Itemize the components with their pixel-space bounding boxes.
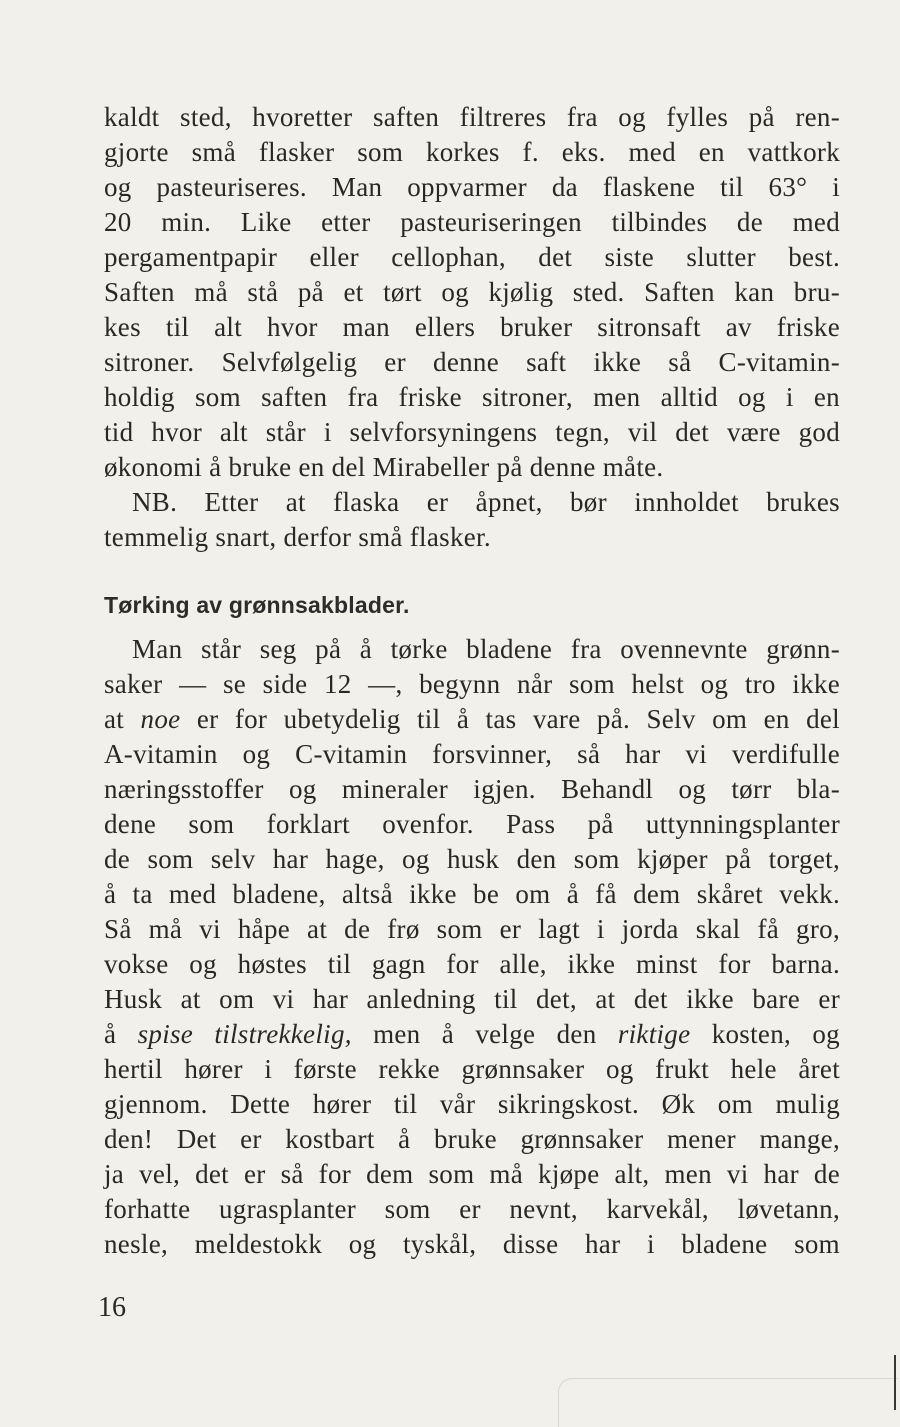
text-line: tid hvor alt står i selvforsyningens tegn, vil det være god: [104, 417, 840, 447]
text-line: holdig som saften fra friske sitroner, men alltid og i en: [104, 382, 840, 412]
text-line: NB. Etter at flaska er åpnet, bør innholdet brukes: [132, 487, 840, 517]
text-line: saker — se side 12 —, begynn når som helst og tro ikke: [104, 669, 840, 699]
text-line: gjorte små flasker som korkes f. eks. med en vattkork: [104, 137, 840, 167]
text-line: Saften må stå på et tørt og kjølig sted. Saften kan bru-: [104, 277, 840, 307]
text-line: [104, 1017, 840, 1052]
text-line: å ta med bladene, altså ikke be om å få dem skåret vekk.: [104, 879, 840, 909]
text-span: er for ubetydelig til å tas vare på. Selv om en del: [196, 704, 840, 734]
italic-text: noe: [140, 704, 181, 734]
paragraph-lemon-juice: [104, 100, 840, 555]
text-span: å: [104, 1019, 117, 1049]
text-line: dene som forklart ovenfor. Pass på uttynningsplanter: [104, 809, 840, 839]
text-line: sitroner. Selvfølgelig er denne saft ikke så C-vitamin-: [104, 347, 840, 377]
text-span: men å velge den: [373, 1019, 597, 1049]
text-line: økonomi å bruke en del Mirabeller på denne måte.: [104, 452, 664, 482]
text-line: nesle, meldestokk og tyskål, disse har i bladene som: [104, 1229, 840, 1259]
page-edge-mark: [894, 1355, 896, 1410]
text-line: A-vitamin og C-vitamin forsvinner, så har vi verdifulle: [104, 739, 840, 769]
text-line: kes til alt hvor man ellers bruker sitronsaft av friske: [104, 312, 840, 342]
text-line: 20 min. Like etter pasteuriseringen tilbindes de med: [104, 207, 840, 237]
page-number: 16: [98, 1292, 126, 1323]
text-line: ja vel, det er så for dem som må kjøpe alt, men vi har de: [104, 1159, 840, 1189]
text-line: Husk at om vi har anledning til det, at det ikke bare er: [104, 984, 840, 1014]
text-line: [104, 702, 840, 737]
section-heading: Tørking av grønnsakblader.: [104, 592, 410, 618]
text-line: temmelig snart, derfor små flasker.: [104, 522, 491, 552]
text-line: næringsstoffer og mineraler igjen. Behandl og tørr bla-: [104, 774, 840, 804]
text-line: Man står seg på å tørke bladene fra ovennevnte grønn-: [132, 634, 840, 664]
text-line: den! Det er kostbart å bruke grønnsaker mener mange,: [104, 1124, 840, 1154]
text-line: Så må vi håpe at de frø som er lagt i jorda skal få gro,: [104, 914, 840, 944]
text-line: forhatte ugrasplanter som er nevnt, karvekål, løvetann,: [104, 1194, 840, 1224]
text-line: og pasteuriseres. Man oppvarmer da flaskene til 63° i: [104, 172, 840, 202]
text-line: hertil hører i første rekke grønnsaker og frukt hele året: [104, 1054, 840, 1084]
italic-text: spise tilstrekkelig,: [137, 1019, 352, 1049]
italic-text: riktige: [617, 1019, 691, 1049]
text-span: kosten, og: [711, 1019, 840, 1049]
page-curl-shadow: [558, 1378, 899, 1427]
text-line: gjennom. Dette hører til vår sikringskost. Øk om mulig: [104, 1089, 840, 1119]
text-line: kaldt sted, hvoretter saften filtreres fra og fylles på ren-: [104, 102, 840, 132]
paragraph-drying-leaves: [104, 632, 840, 1262]
text-line: vokse og høstes til gagn for alle, ikke minst for barna.: [104, 949, 840, 979]
text-line: de som selv har hage, og husk den som kjøper på torget,: [104, 844, 840, 874]
text-span: at: [104, 704, 125, 734]
text-line: pergamentpapir eller cellophan, det siste slutter best.: [104, 242, 840, 272]
